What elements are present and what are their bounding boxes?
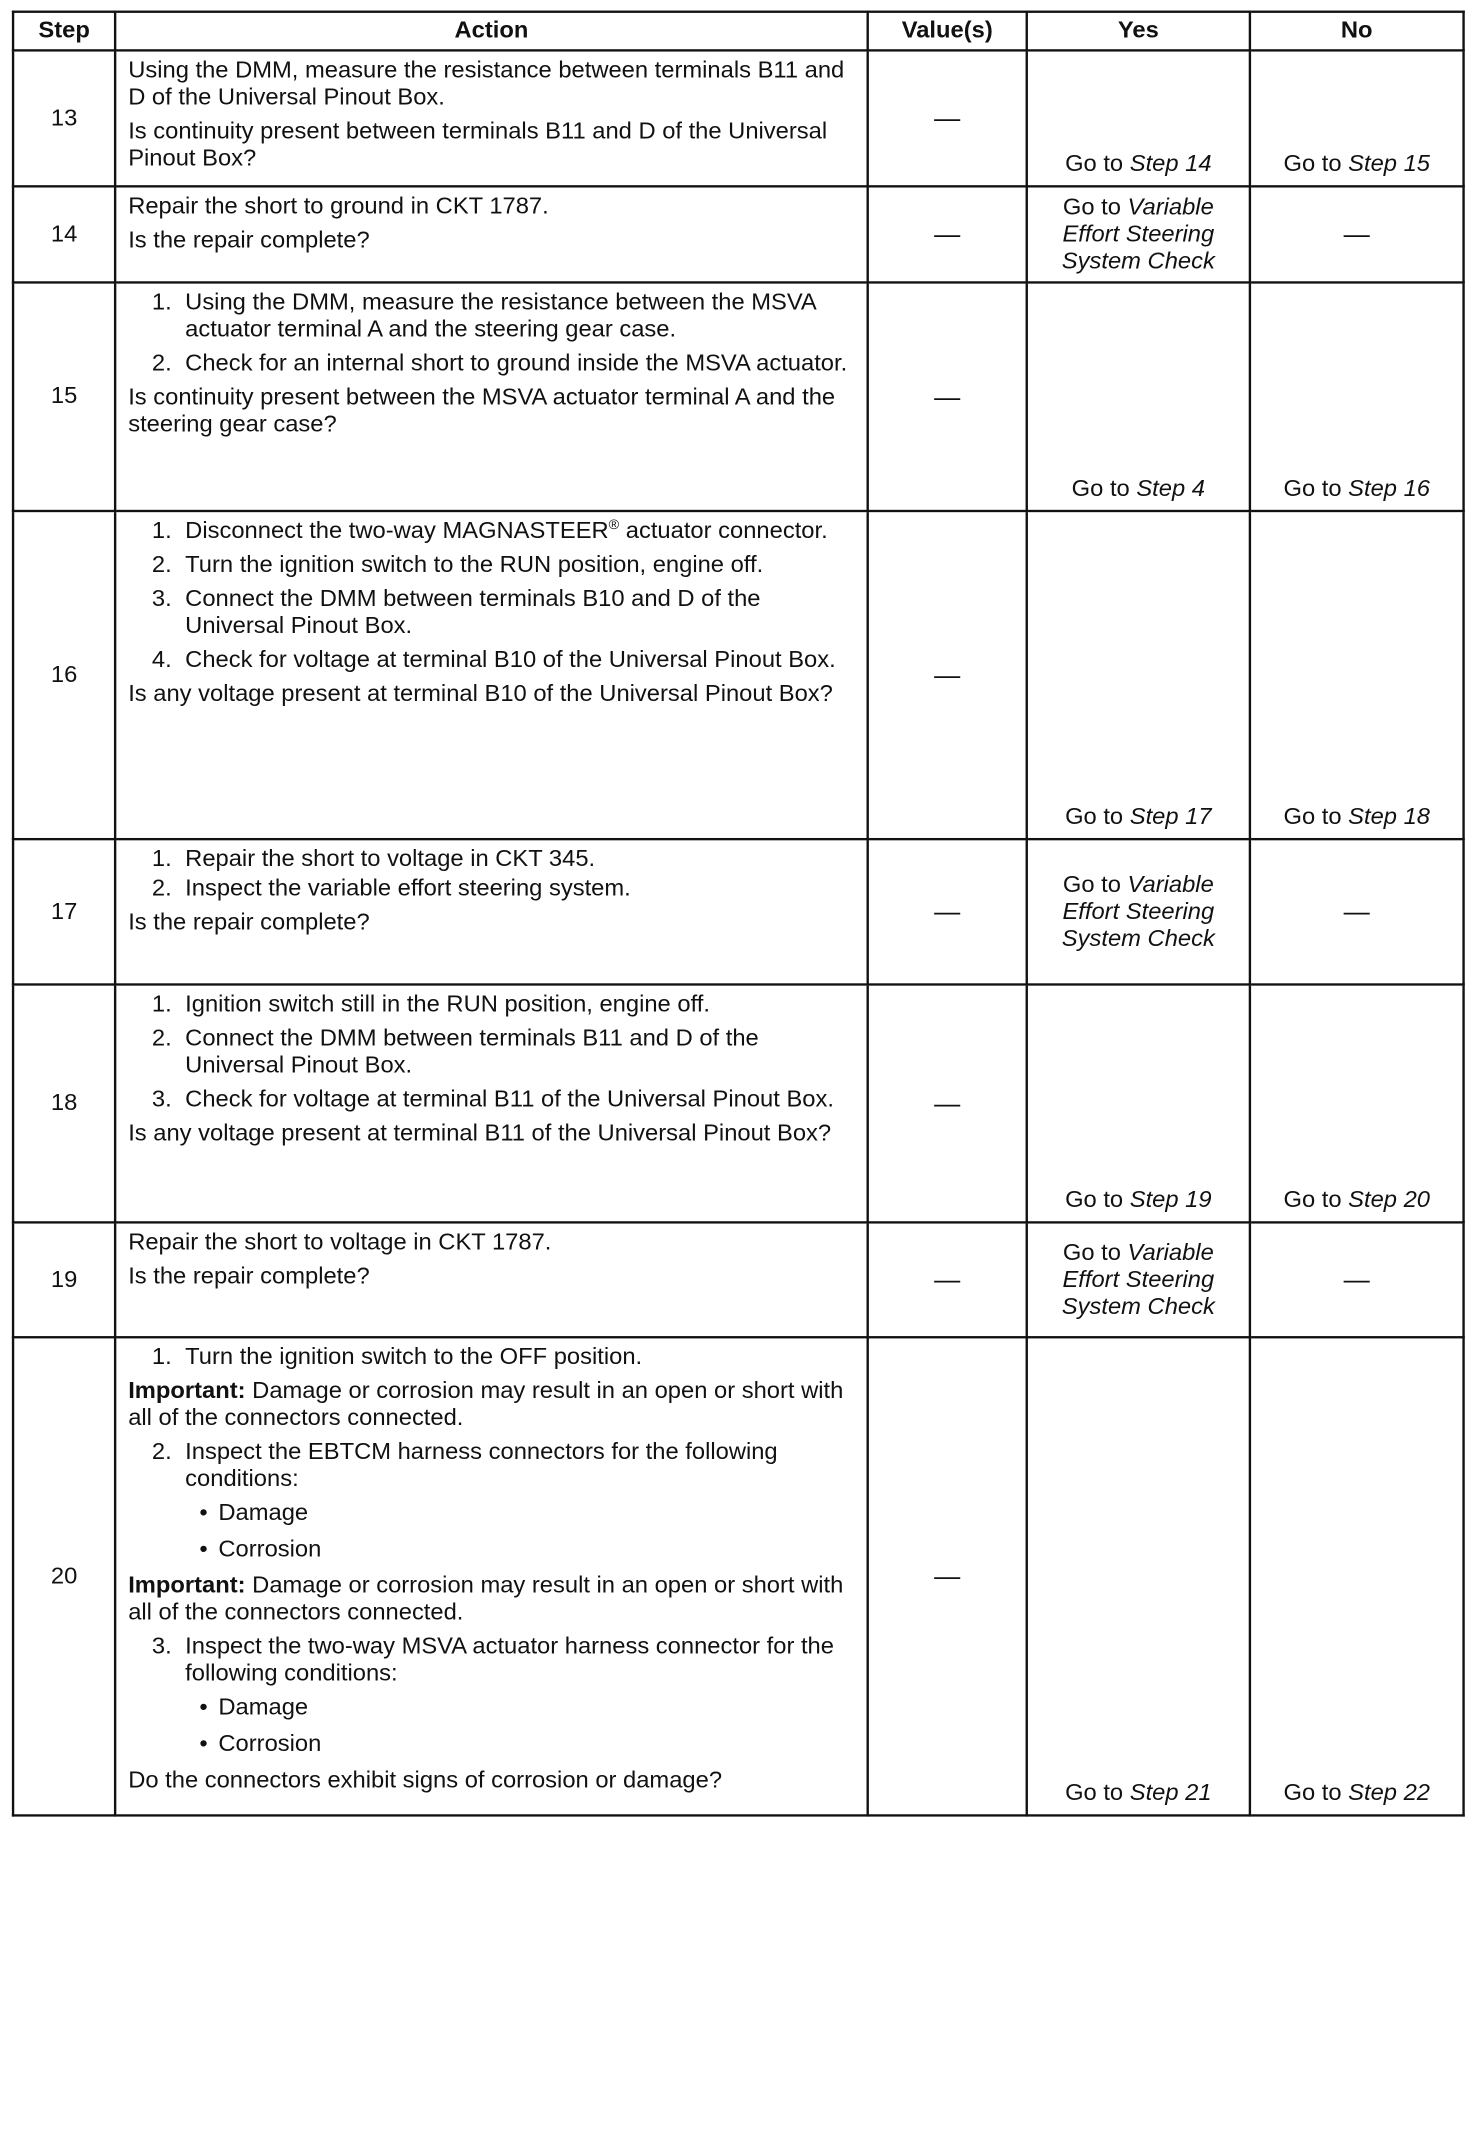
goto-label: Go to — [1283, 803, 1342, 830]
important-label: Important: — [128, 1378, 246, 1405]
item-text: Turn the ignition switch to the OFF position. — [185, 1344, 643, 1371]
no-step-link[interactable]: Step 18 — [1348, 803, 1431, 830]
step-number: 19 — [13, 1222, 115, 1337]
item-number: 1. — [151, 991, 172, 1018]
bullet-text: Corrosion — [218, 1536, 322, 1563]
table-row — [13, 186, 1464, 282]
item-number: 3. — [151, 586, 172, 612]
bullet-item — [128, 1500, 857, 1527]
diagnostic-table — [12, 11, 1465, 1817]
bullet-item — [128, 1695, 857, 1722]
action-text: Using the DMM, measure the resistance between terminals B11 and D of the Universal Pinout Box. — [128, 57, 845, 111]
step-number: 18 — [13, 984, 115, 1222]
item-number: 3. — [151, 1086, 172, 1113]
bullet-icon: • — [199, 1694, 208, 1721]
item-text: Connect the DMM between terminals B11 and D of the Universal Pinout Box. — [185, 1025, 759, 1079]
step-number: 20 — [13, 1337, 115, 1815]
yes-step-link[interactable]: Variable Effort Steering System Check — [1061, 193, 1215, 274]
list-item — [128, 586, 857, 640]
yes-cell — [1027, 984, 1250, 1222]
yes-cell — [1027, 1222, 1250, 1337]
goto-label: Go to — [1065, 1780, 1124, 1807]
action-text: Repair the short to ground in CKT 1787. — [128, 193, 549, 220]
action-cell — [115, 984, 868, 1222]
important-text: Damage or corrosion may result in an open or short with all of the connectors connected. — [128, 1572, 844, 1626]
goto-label: Go to — [1283, 1187, 1342, 1214]
no-step-link[interactable]: Step 22 — [1348, 1780, 1431, 1807]
no-step-link[interactable]: Step 20 — [1348, 1187, 1431, 1214]
no-step-link[interactable]: Step 16 — [1348, 475, 1431, 502]
no-cell: — — [1250, 1222, 1464, 1337]
important-note — [128, 1378, 857, 1432]
goto-label: Go to — [1071, 475, 1130, 502]
list-item — [128, 1634, 857, 1688]
list-item — [128, 552, 857, 579]
table-row — [13, 282, 1464, 511]
item-text: Check for voltage at terminal B11 of the Universal Pinout Box. — [185, 1086, 834, 1113]
value-cell: — — [868, 511, 1027, 839]
item-number: 1. — [151, 846, 172, 872]
table-row — [13, 50, 1464, 186]
question-text: Is any voltage present at terminal B10 of the Universal Pinout Box? — [128, 680, 833, 707]
list-item — [128, 1026, 857, 1080]
table-row — [13, 511, 1464, 839]
list-item — [128, 647, 857, 674]
item-text: Ignition switch still in the RUN position, engine off. — [185, 991, 710, 1018]
item-text: Check for an internal short to ground inside the MSVA actuator. — [185, 350, 848, 377]
yes-cell — [1027, 186, 1250, 282]
header-values: Value(s) — [868, 12, 1027, 51]
value-cell: — — [868, 1222, 1027, 1337]
list-item — [128, 350, 857, 377]
header-yes: Yes — [1027, 12, 1250, 51]
goto-label: Go to — [1062, 193, 1121, 220]
no-step-link[interactable]: Step 15 — [1348, 151, 1431, 177]
question-text: Is the repair complete? — [128, 1263, 370, 1290]
bullet-icon: • — [199, 1731, 208, 1757]
table-row — [13, 1222, 1464, 1337]
header-step: Step — [13, 12, 115, 51]
value-cell: — — [868, 984, 1027, 1222]
question-text: Is continuity present between terminals B11 and D of the Universal Pinout Box? — [128, 118, 828, 172]
step-number: 14 — [13, 186, 115, 282]
yes-step-link[interactable]: Variable Effort Steering System Check — [1061, 871, 1215, 952]
no-cell — [1250, 50, 1464, 186]
no-cell — [1250, 282, 1464, 511]
goto-label: Go to — [1062, 871, 1121, 898]
item-text: Inspect the two-way MSVA actuator harness connector for the following conditions: — [185, 1633, 834, 1687]
action-text: Repair the short to voltage in CKT 1787. — [128, 1229, 552, 1256]
question-text: Is any voltage present at terminal B11 of the Universal Pinout Box? — [128, 1120, 832, 1147]
item-text: Turn the ignition switch to the RUN position, engine off. — [185, 552, 764, 578]
list-item — [128, 992, 857, 1019]
yes-step-link[interactable]: Step 19 — [1129, 1187, 1212, 1214]
yes-step-link[interactable]: Step 4 — [1136, 475, 1205, 502]
list-item — [128, 289, 857, 343]
value-cell: — — [868, 282, 1027, 511]
yes-step-link[interactable]: Variable Effort Steering System Check — [1061, 1239, 1215, 1320]
registered-mark: ® — [608, 516, 620, 533]
goto-label: Go to — [1283, 475, 1342, 502]
item-text: Repair the short to voltage in CKT 345. — [185, 846, 596, 872]
bullet-item — [128, 1536, 857, 1563]
bullet-text: Damage — [218, 1694, 309, 1721]
important-label: Important: — [128, 1572, 246, 1599]
list-item — [128, 1439, 857, 1493]
important-note — [128, 1573, 857, 1627]
item-number: 4. — [151, 646, 172, 673]
item-text: Connect the DMM between terminals B10 and D of the Universal Pinout Box. — [185, 586, 761, 639]
bullet-text: Corrosion — [218, 1731, 322, 1757]
no-cell — [1250, 511, 1464, 839]
item-number: 2. — [151, 552, 172, 578]
action-cell — [115, 839, 868, 984]
value-cell: — — [868, 1337, 1027, 1815]
header-no: No — [1250, 12, 1464, 51]
question-text: Is the repair complete? — [128, 909, 370, 936]
table-header-row — [13, 12, 1464, 51]
bullet-icon: • — [199, 1536, 208, 1563]
question-text: Is continuity present between the MSVA actuator terminal A and the steering gear case? — [128, 384, 836, 438]
table-row — [13, 1337, 1464, 1815]
list-item — [128, 846, 857, 873]
bullet-icon: • — [199, 1500, 208, 1526]
value-cell: — — [868, 50, 1027, 186]
item-text: Check for voltage at terminal B10 of the Universal Pinout Box. — [185, 646, 836, 673]
item-number: 2. — [151, 875, 172, 902]
bullet-item — [128, 1731, 857, 1758]
yes-cell — [1027, 511, 1250, 839]
item-number: 3. — [151, 1633, 172, 1660]
no-cell: — — [1250, 839, 1464, 984]
item-text: Inspect the variable effort steering system. — [185, 875, 631, 902]
value-cell: — — [868, 186, 1027, 282]
action-cell — [115, 50, 868, 186]
no-cell: — — [1250, 186, 1464, 282]
goto-label: Go to — [1283, 151, 1342, 177]
question-text: Do the connectors exhibit signs of corrosion or damage? — [128, 1767, 723, 1794]
item-text: Using the DMM, measure the resistance between the MSVA actuator terminal A and the steering gear case. — [185, 289, 816, 343]
item-number: 2. — [151, 350, 172, 377]
goto-label: Go to — [1065, 1187, 1124, 1214]
yes-cell — [1027, 50, 1250, 186]
goto-label: Go to — [1283, 1780, 1342, 1807]
list-item — [128, 1086, 857, 1113]
question-text: Is the repair complete? — [128, 227, 370, 254]
yes-step-link[interactable]: Step 21 — [1129, 1780, 1212, 1807]
important-text: Damage or corrosion may result in an open or short with all of the connectors connected. — [128, 1378, 844, 1432]
list-item — [128, 875, 857, 902]
item-number: 2. — [151, 1025, 172, 1052]
action-cell — [115, 1337, 868, 1815]
goto-label: Go to — [1062, 1239, 1121, 1266]
action-cell — [115, 511, 868, 839]
item-text: Inspect the EBTCM harness connectors for the following conditions: — [185, 1439, 778, 1492]
list-item — [128, 1344, 857, 1371]
item-number: 1. — [151, 289, 172, 316]
bullet-text: Damage — [218, 1500, 309, 1526]
step-number: 16 — [13, 511, 115, 839]
action-cell — [115, 1222, 868, 1337]
table-row — [13, 839, 1464, 984]
yes-step-link[interactable]: Step 17 — [1129, 803, 1212, 830]
item-text: Disconnect the two-way MAGNASTEER — [185, 518, 609, 544]
yes-cell — [1027, 839, 1250, 984]
goto-label: Go to — [1065, 803, 1124, 830]
goto-label: Go to — [1065, 151, 1124, 177]
action-cell — [115, 186, 868, 282]
no-cell — [1250, 984, 1464, 1222]
table-row — [13, 984, 1464, 1222]
value-cell: — — [868, 839, 1027, 984]
yes-step-link[interactable]: Step 14 — [1129, 151, 1212, 177]
yes-cell — [1027, 282, 1250, 511]
item-number: 1. — [151, 518, 172, 544]
action-cell — [115, 282, 868, 511]
header-action: Action — [115, 12, 868, 51]
step-number: 15 — [13, 282, 115, 511]
item-number: 2. — [151, 1439, 172, 1466]
item-number: 1. — [151, 1344, 172, 1371]
step-number: 13 — [13, 50, 115, 186]
no-cell — [1250, 1337, 1464, 1815]
step-number: 17 — [13, 839, 115, 984]
list-item — [128, 518, 857, 545]
yes-cell — [1027, 1337, 1250, 1815]
item-text-cont: actuator connector. — [619, 518, 828, 544]
